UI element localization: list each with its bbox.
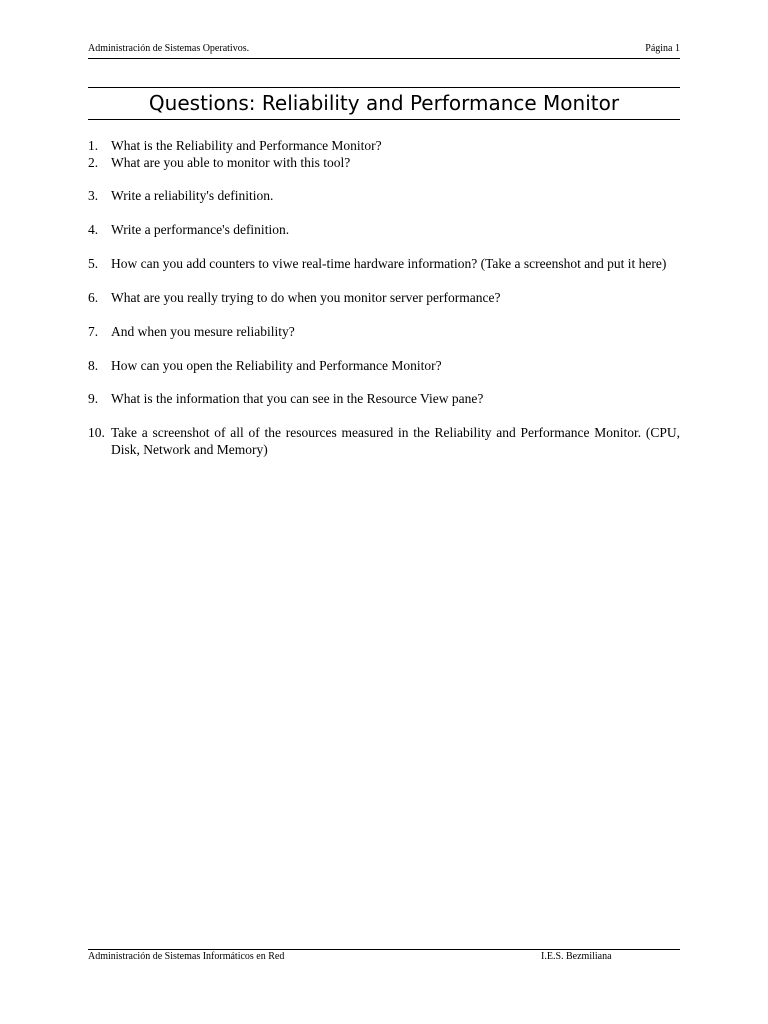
question-number: 3. xyxy=(88,188,99,203)
header-course-name: Administración de Sistemas Operativos. xyxy=(88,43,250,54)
question-text: How can you add counters to viwe real-time hardware information? (Take a screenshot and put it here) xyxy=(111,256,667,271)
question-text: Write a reliability's definition. xyxy=(111,188,274,203)
title-bottom-divider xyxy=(88,119,680,120)
question-item xyxy=(88,255,680,272)
question-number: 6. xyxy=(88,290,99,305)
page-footer xyxy=(88,952,680,964)
question-list xyxy=(88,137,680,458)
question-item xyxy=(88,424,680,458)
question-text: How can you open the Reliability and Performance Monitor? xyxy=(111,358,442,373)
question-text: Take a screenshot of all of the resources measured in the Reliability and Performance Monitor. (CPU, Disk, Network and Memory) xyxy=(111,425,680,457)
question-item xyxy=(88,289,680,306)
footer-school-name: I.E.S. Bezmiliana xyxy=(541,951,612,962)
header-page-number: Página 1 xyxy=(645,43,680,54)
footer-divider xyxy=(88,949,680,950)
question-number: 8. xyxy=(88,358,99,373)
question-number: 7. xyxy=(88,324,99,339)
question-item xyxy=(88,323,680,340)
question-text: What is the Reliability and Performance Monitor? xyxy=(111,138,382,153)
question-item xyxy=(88,221,680,238)
question-item xyxy=(88,390,680,407)
question-item xyxy=(88,137,680,154)
question-text: What are you really trying to do when you monitor server performance? xyxy=(111,290,501,305)
header-divider xyxy=(88,58,680,59)
question-number: 4. xyxy=(88,222,99,237)
question-number: 1. xyxy=(88,138,99,153)
question-text: What are you able to monitor with this tool? xyxy=(111,155,351,170)
question-item xyxy=(88,154,680,171)
footer-program-name: Administración de Sistemas Informáticos en Red xyxy=(88,951,285,962)
document-title: Questions: Reliability and Performance Monitor xyxy=(148,91,620,115)
question-number: 2. xyxy=(88,155,99,170)
question-item xyxy=(88,357,680,374)
question-number: 9. xyxy=(88,391,99,406)
question-item xyxy=(88,187,680,204)
question-text: Write a performance's definition. xyxy=(111,222,290,237)
question-text: What is the information that you can see in the Resource View pane? xyxy=(111,391,484,406)
question-number: 5. xyxy=(88,256,99,271)
question-text: And when you mesure reliability? xyxy=(111,324,295,339)
question-number: 10. xyxy=(88,425,105,440)
page-header xyxy=(88,44,680,58)
